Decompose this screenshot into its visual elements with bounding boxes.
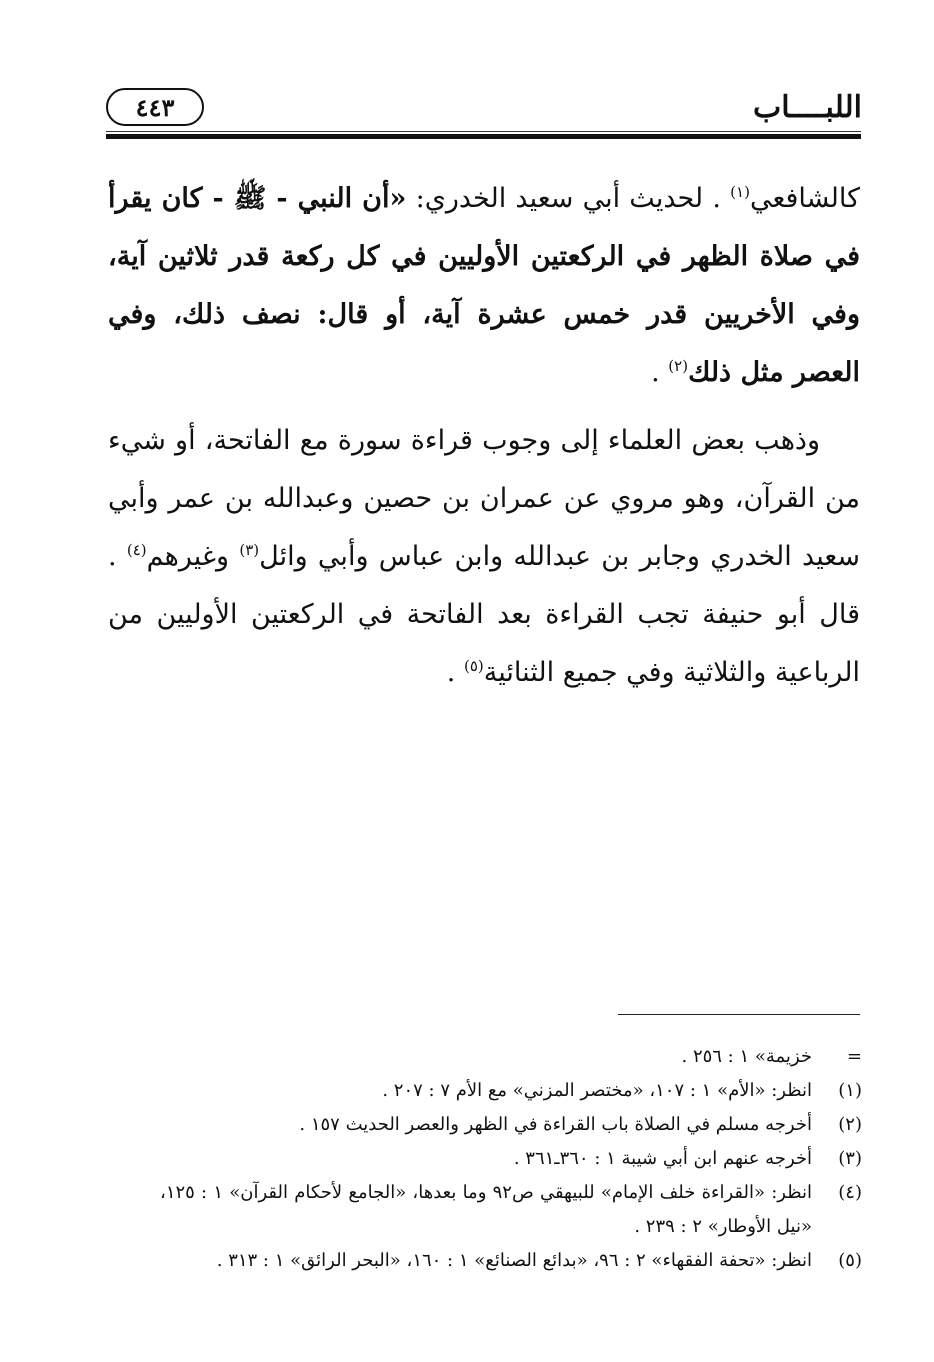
footnote-ref-3: (٣) bbox=[239, 541, 260, 559]
header-rule-thin bbox=[106, 131, 861, 132]
running-header-title: اللبــــاب bbox=[753, 90, 862, 125]
p1-text-a: كالشافعي bbox=[749, 183, 860, 214]
footnote-item bbox=[160, 1040, 862, 1074]
footnote-item bbox=[160, 1074, 862, 1108]
footnote-item bbox=[160, 1244, 862, 1278]
page-number-badge: ٤٤٣ bbox=[106, 88, 204, 126]
footnote-text: انظر: «الأم» ١ : ١٠٧، «مختصر المزني» مع الأم ٧ : ٢٠٧ . bbox=[382, 1080, 812, 1101]
p2-text-a: وذهب بعض العلماء إلى وجوب قراءة سورة مع الفاتحة، أو شيء من القرآن، وهو مروي عن عمران بن حصين وعبدالله بن عمر وأبي سعيد الخدري وجابر بن عبدالله وابن عباس وأبي وائل bbox=[108, 425, 861, 572]
footnote-ref-1: (١) bbox=[730, 183, 750, 201]
p2-text-c: . قال أبو حنيفة تجب القراءة بعد الفاتحة في الركعتين الأوليين من الرباعية والثلاثية وفي جميع الثنائية bbox=[108, 541, 860, 688]
paragraph-1 bbox=[108, 170, 860, 402]
hadith-quote: «أن النبي - ﷺ - كان يقرأ في صلاة الظهر في الركعتين الأوليين في كل ركعة قدر ثلاثين آية، وفي الأخريين قدر خمس عشرة آية، أو قال: نصف ذلك، وفي العصر مثل ذلك bbox=[108, 183, 860, 388]
p1-text-c: . bbox=[651, 357, 669, 388]
footnote-item bbox=[160, 1108, 862, 1142]
footnote-text: انظر: «تحفة الفقهاء» ٢ : ٩٦، «بدائع الصنائع» ١ : ١٦٠، «البحر الرائق» ١ : ٣١٣ . bbox=[216, 1250, 812, 1271]
footnote-item bbox=[160, 1176, 862, 1244]
footnote-separator bbox=[618, 1014, 860, 1015]
footnote-text: خزيمة» ١ : ٢٥٦ . bbox=[681, 1046, 812, 1067]
footnote-ref-2: (٢) bbox=[668, 357, 689, 375]
p2-text-b: وغيرهم bbox=[146, 541, 240, 572]
footnote-ref-5: (٥) bbox=[463, 657, 484, 675]
header-rule-thick bbox=[106, 134, 861, 139]
footnote-number: (٤) bbox=[838, 1182, 862, 1203]
paragraph-2 bbox=[108, 412, 860, 702]
p1-text-b: . لحديث أبي سعيد الخدري: bbox=[406, 183, 731, 214]
footnote-text: أخرجه عنهم ابن أبي شيبة ١ : ٣٦٠ـ٣٦١ . bbox=[513, 1148, 812, 1169]
footnote-number: (٣) bbox=[838, 1148, 862, 1169]
footnote-number: = bbox=[846, 1046, 862, 1067]
footnote-text: أخرجه مسلم في الصلاة باب القراءة في الظهر والعصر الحديث ١٥٧ . bbox=[299, 1114, 812, 1135]
main-text bbox=[108, 170, 860, 702]
footnote-item bbox=[160, 1142, 862, 1176]
footnote-number: (٥) bbox=[838, 1250, 862, 1271]
footnote-ref-4: (٤) bbox=[126, 541, 147, 559]
footnote-text: انظر: «القراءة خلف الإمام» للبيهقي ص٩٢ وما بعدها، «الجامع لأحكام القرآن» ١ : ١٢٥، «نيل الأوطار» ٢ : ٢٣٩ . bbox=[160, 1182, 813, 1237]
p2-text-d: . bbox=[446, 657, 464, 688]
footnotes bbox=[160, 1040, 862, 1278]
footnote-number: (١) bbox=[838, 1080, 862, 1101]
footnote-number: (٢) bbox=[838, 1114, 862, 1135]
